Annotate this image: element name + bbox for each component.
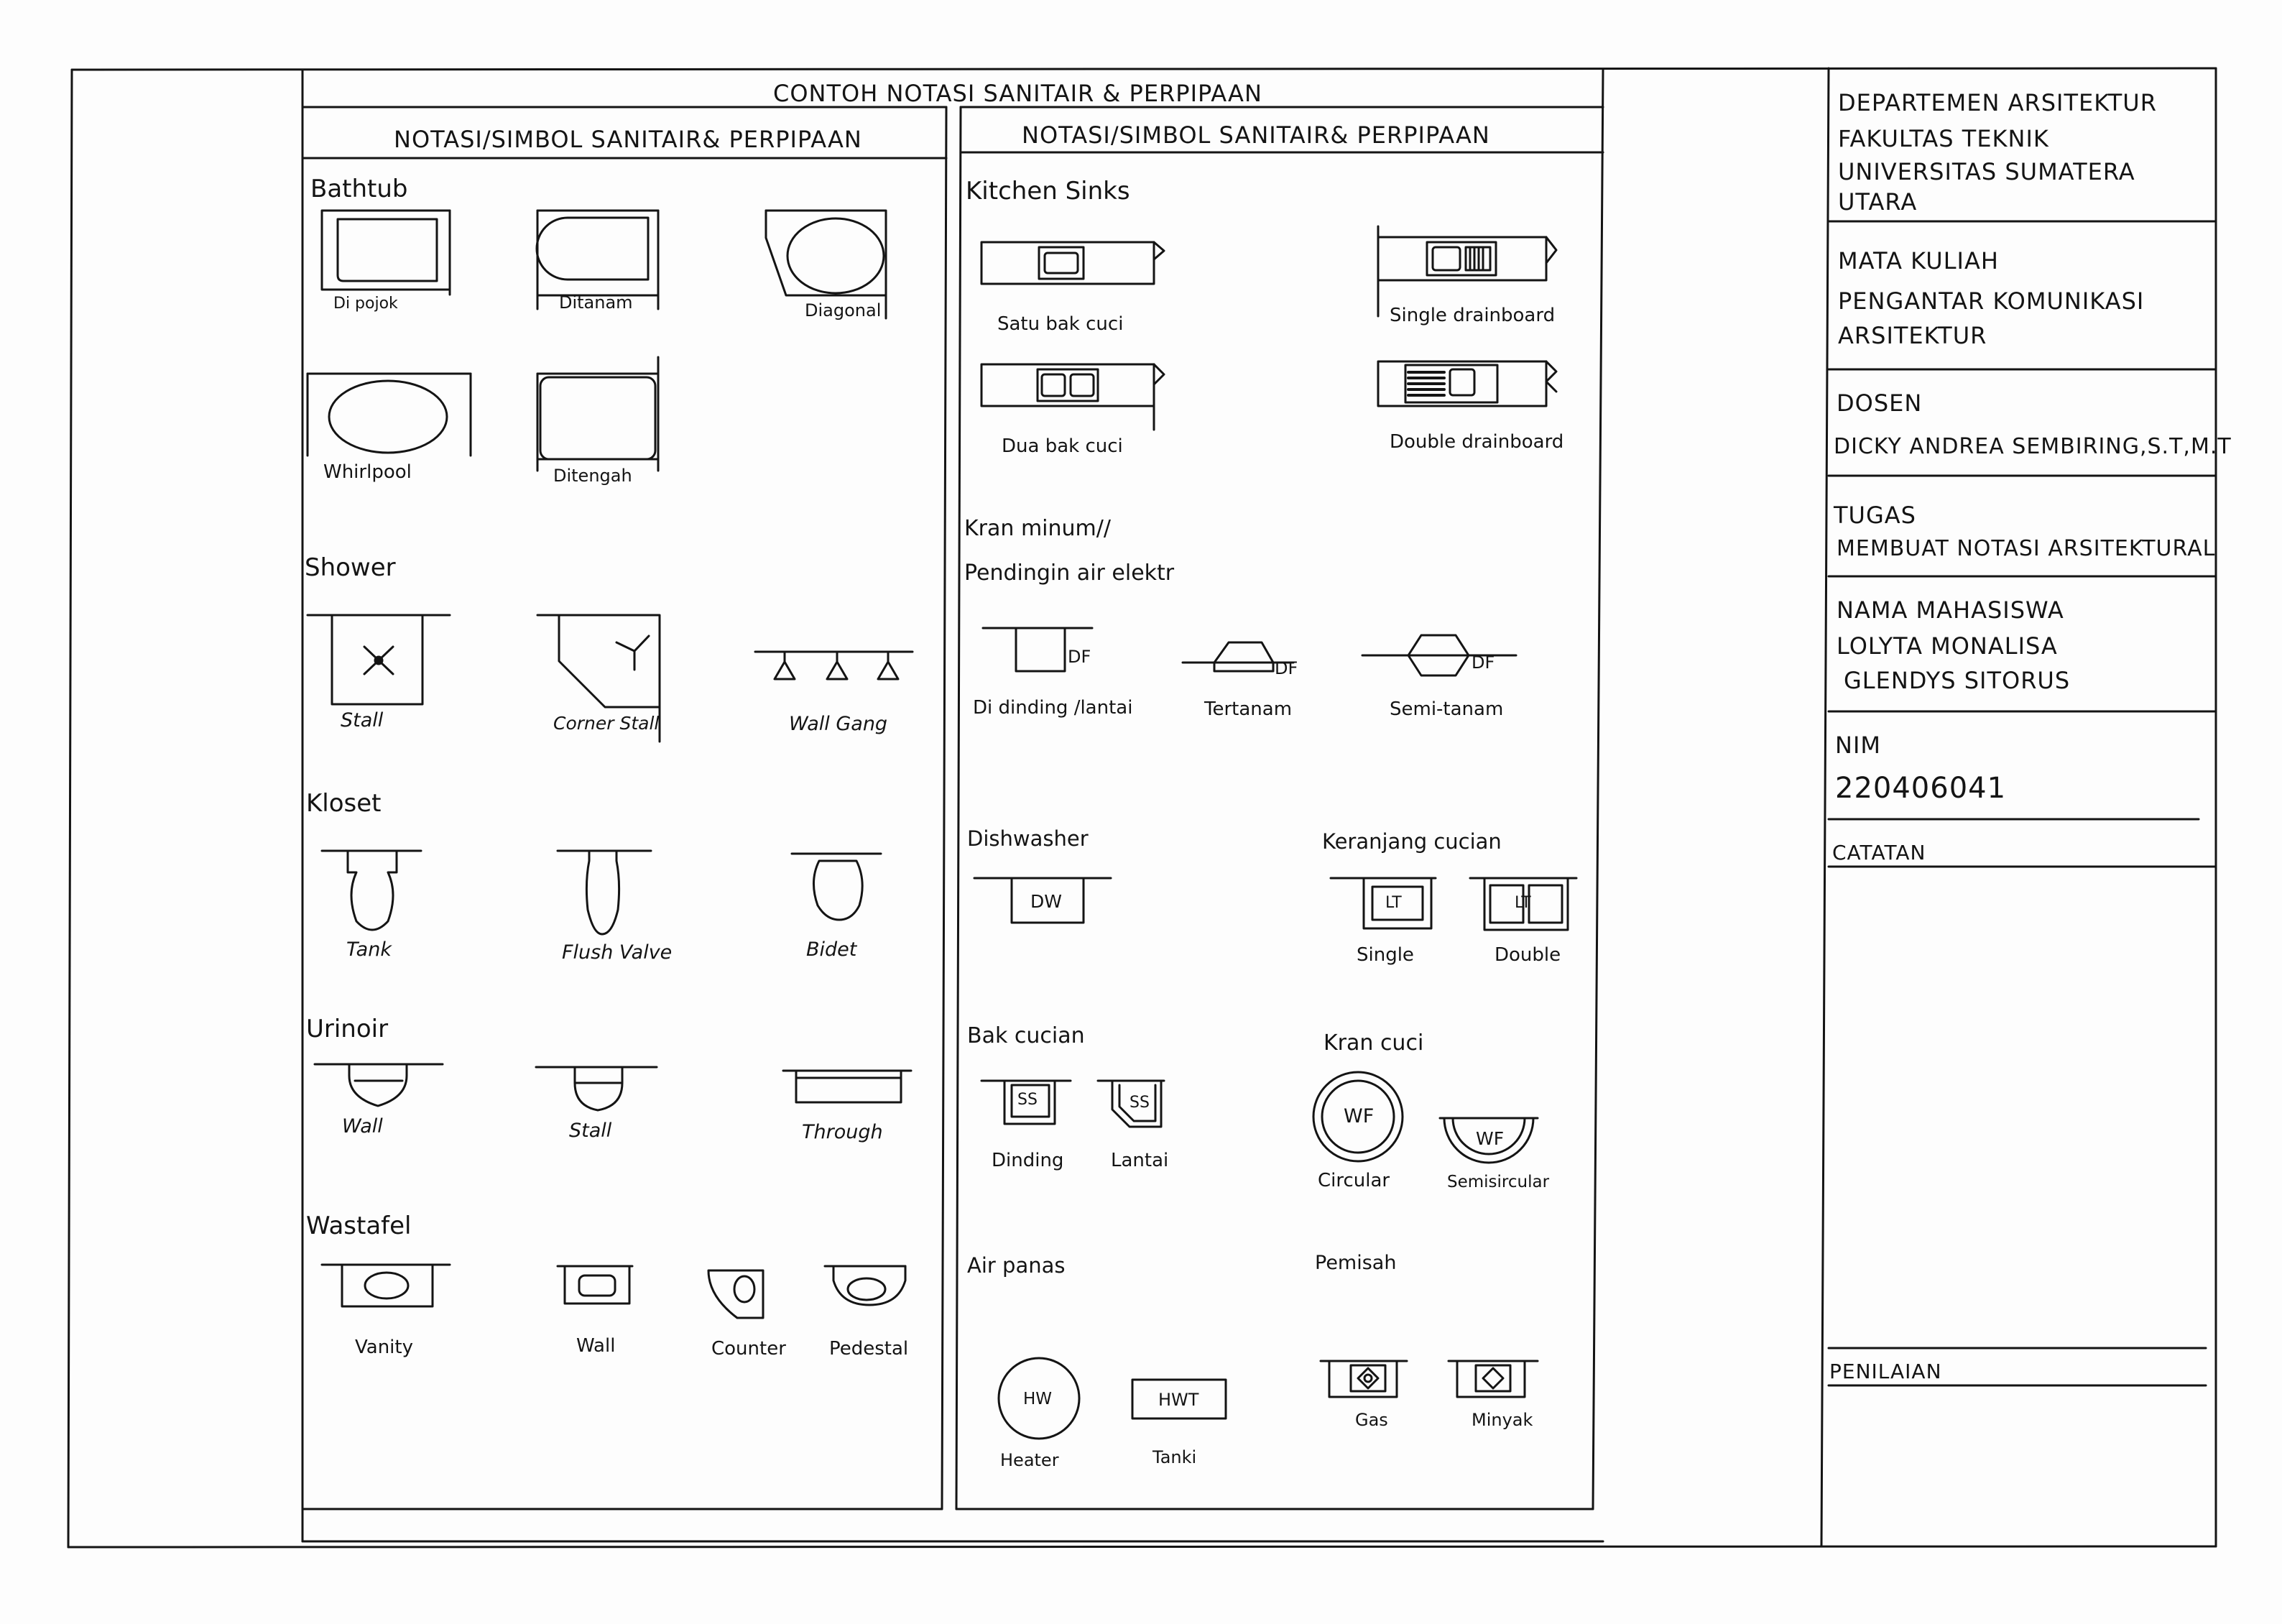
wastafel-symbols: [322, 1265, 905, 1318]
wastafel-heading: Wastafel: [306, 1212, 412, 1240]
wf-symbol-text: WF: [1344, 1105, 1375, 1127]
kran-cuci-heading: Kran cuci: [1324, 1030, 1424, 1056]
kloset-heading: Kloset: [306, 789, 382, 818]
hwt-symbol-text: HWT: [1158, 1390, 1199, 1410]
urinoir-label: Stall: [569, 1120, 612, 1142]
ss-symbol-text: SS: [1017, 1091, 1038, 1109]
lecturer-label: DOSEN: [1837, 389, 1923, 417]
lt-symbol-text: LT: [1515, 894, 1531, 912]
urinoir-heading: Urinoir: [306, 1015, 389, 1043]
institution-line: UTARA: [1838, 188, 1918, 216]
bathtub-label: Whirlpool: [323, 461, 412, 483]
dishwasher-laundry-symbols: [974, 878, 1576, 930]
keranjang-heading: Keranjang cucian: [1322, 829, 1502, 854]
wf-symbol-text: WF: [1476, 1128, 1505, 1149]
lecturer-name: DICKY ANDREA SEMBIRING,S.T,M.T: [1834, 434, 2232, 459]
course-name: ARSITEKTUR: [1838, 322, 1987, 349]
course-name: PENGANTAR KOMUNIKASI: [1838, 287, 2145, 315]
right-panel-title: NOTASI/SIMBOL SANITAIR& PERPIPAAN: [1022, 121, 1490, 149]
bak-cucian-label: Lantai: [1111, 1150, 1169, 1171]
df-symbol-text: DF: [1275, 658, 1298, 678]
pemisah-heading: Pemisah: [1315, 1252, 1397, 1274]
student-label: NAMA MAHASISWA: [1837, 596, 2064, 624]
bathtub-heading: Bathtub: [310, 175, 408, 203]
kloset-label: Flush Valve: [562, 941, 673, 964]
kran-minum-heading: Kran minum//: [964, 516, 1111, 541]
wastafel-label: Counter: [711, 1338, 786, 1360]
kitchen-sink-label: Satu bak cuci: [997, 313, 1124, 335]
wastafel-label: Wall: [576, 1335, 616, 1357]
kitchen-sink-label: Single drainboard: [1390, 305, 1556, 326]
wastafel-label: Vanity: [355, 1337, 413, 1358]
bak-cucian-heading: Bak cucian: [967, 1023, 1085, 1048]
urinoir-label: Through: [802, 1121, 883, 1143]
pemisah-label: Gas: [1355, 1410, 1388, 1430]
institution-line: UNIVERSITAS SUMATERA: [1838, 158, 2135, 185]
nim-label: NIM: [1835, 732, 1881, 759]
task-text: MEMBUAT NOTASI ARSITEKTURAL: [1837, 536, 2216, 561]
kran-cuci-label: Semisircular: [1447, 1173, 1550, 1191]
lt-symbol-text: LT: [1385, 894, 1402, 912]
keranjang-label: Single: [1357, 944, 1414, 966]
bathtub-label: Diagonal: [805, 300, 882, 320]
air-panas-label: Tanki: [1152, 1447, 1197, 1467]
air-panas-label: Heater: [1000, 1450, 1059, 1470]
shower-heading: Shower: [305, 553, 396, 582]
df-symbol-text: DF: [1068, 647, 1091, 667]
left-panel-title: NOTASI/SIMBOL SANITAIR& PERPIPAAN: [394, 126, 862, 153]
task-label: TUGAS: [1834, 502, 1916, 529]
water-heater-separator-symbols: [999, 1358, 1538, 1439]
air-panas-heading: Air panas: [967, 1253, 1066, 1278]
student-name: LOLYTA MONALISA: [1837, 632, 2058, 660]
ss-symbol-text: SS: [1130, 1094, 1150, 1112]
wastafel-label: Pedestal: [829, 1338, 909, 1360]
kran-cuci-label: Circular: [1318, 1170, 1390, 1191]
kitchen-sinks-heading: Kitchen Sinks: [966, 177, 1130, 206]
laundry-tub-symbols: [981, 1072, 1538, 1163]
kloset-label: Tank: [346, 938, 392, 961]
bak-cucian-label: Dinding: [992, 1150, 1064, 1171]
urinoir-symbols: [315, 1064, 911, 1110]
kitchen-sink-label: Double drainboard: [1390, 431, 1564, 453]
course-label: MATA KULIAH: [1838, 247, 1999, 274]
institution-line: FAKULTAS TEKNIK: [1838, 125, 2049, 152]
kitchen-sink-label: Dua bak cuci: [1002, 435, 1123, 457]
institution-line: DEPARTEMEN ARSITEKTUR: [1838, 89, 2157, 116]
kran-minum-heading-2: Pendingin air elektr: [964, 560, 1175, 586]
dw-symbol-text: DW: [1030, 891, 1062, 912]
shower-label: Corner Stall: [553, 713, 660, 734]
drinking-fountain-symbols: [983, 628, 1516, 675]
student-name: GLENDYS SITORUS: [1844, 667, 2071, 694]
keranjang-label: Double: [1495, 944, 1561, 966]
nim-value: 220406041: [1835, 772, 2007, 805]
bathtub-label: Ditanam: [559, 292, 633, 313]
dishwasher-heading: Dishwasher: [967, 826, 1089, 851]
pemisah-label: Minyak: [1472, 1410, 1533, 1430]
kran-minum-label: Semi-tanam: [1390, 698, 1504, 720]
grade-label: PENILAIAN: [1829, 1360, 1942, 1383]
notes-label: CATATAN: [1832, 841, 1926, 864]
bathtub-symbols: [308, 211, 886, 471]
right-panel-frame: [302, 70, 1603, 1541]
shower-label: Stall: [341, 709, 384, 732]
urinoir-label: Wall: [342, 1115, 383, 1138]
shower-label: Wall Gang: [789, 713, 888, 735]
df-symbol-text: DF: [1472, 652, 1495, 673]
kloset-label: Bidet: [806, 938, 857, 961]
hw-symbol-text: HW: [1023, 1390, 1053, 1408]
bathtub-label: Di pojok: [333, 295, 398, 313]
bathtub-label: Ditengah: [553, 466, 632, 486]
kloset-symbols: [322, 851, 881, 934]
kran-minum-label: Tertanam: [1204, 698, 1293, 720]
kran-minum-label: Di dinding /lantai: [973, 697, 1133, 719]
page-title: CONTOH NOTASI SANITAIR & PERPIPAAN: [773, 80, 1262, 107]
